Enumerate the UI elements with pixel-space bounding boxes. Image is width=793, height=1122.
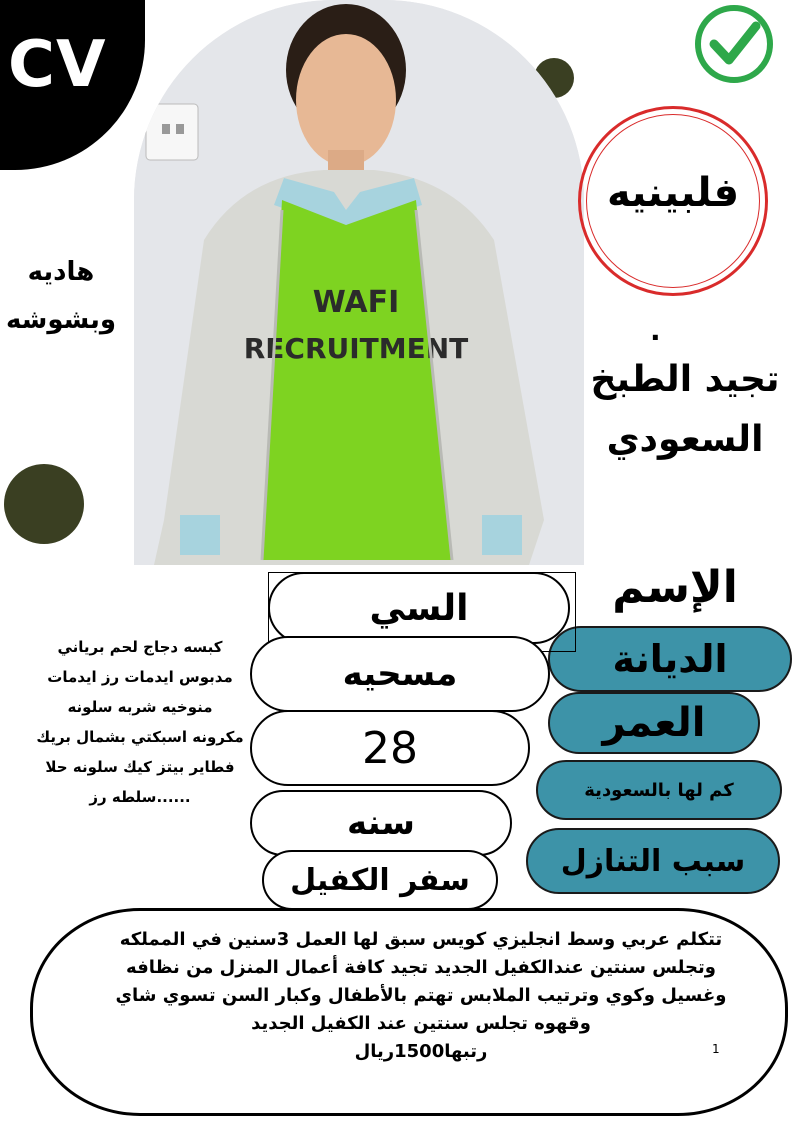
value-age: 28 [250, 710, 530, 786]
description-line: وغسيل وكوي وترتيب الملابس تهتم بالأطفال وكبار السن تسوي شاي [115, 985, 727, 1006]
food-item: مدبوس ايدمات رز ايدمات [47, 668, 233, 686]
skill-line: السعودي [606, 419, 764, 460]
label-name: الإسم [612, 562, 738, 613]
page-number: 1 [712, 1042, 720, 1056]
label-reason-for-transfer: سبب التنازل [526, 828, 780, 894]
description-line: تتكلم عربي وسط انجليزي كويس سبق لها العمل 3سنين في المملكه [119, 929, 723, 950]
food-list [20, 632, 260, 812]
personality-line: وبشوشه [5, 305, 117, 335]
shirt-text-line-2: RECRUITMENT [243, 332, 469, 365]
nationality: فلبينيه [606, 170, 740, 216]
decorative-dot-large [4, 464, 84, 544]
label-years-in-saudi: كم لها بالسعودية [536, 760, 782, 820]
description-line: وقهوه تجلس سنتين عند الكفيل الجديد [251, 1013, 591, 1034]
label-religion: الديانة [548, 626, 792, 692]
cv-label: CV [8, 28, 107, 102]
description-line: وتجلس سنتين عندالكفيل الجديد تجيد كافة أعمال المنزل من نظافه [126, 957, 716, 978]
description-line: رتبها1500ريال [354, 1041, 488, 1062]
description-text [96, 926, 746, 1066]
separator-dot: . [650, 314, 661, 347]
food-item: فطاير بيتز كيك سلونه حلا [45, 758, 235, 776]
food-item: كبسه دجاج لحم برياني [57, 638, 223, 656]
food-item: مكرونه اسبكتي بشمال بريك [36, 728, 244, 746]
shirt-text-line-1: WAFI [312, 285, 400, 320]
label-age: العمر [548, 692, 760, 754]
personality-text [2, 248, 120, 344]
checkmark-icon [694, 4, 774, 84]
personality-line: هاديه [27, 257, 95, 287]
food-item: منوخيه شربه سلونه [67, 698, 213, 716]
value-years-in-saudi: سنه [250, 790, 512, 856]
value-name: السي [268, 572, 570, 644]
photo-illustration [134, 0, 584, 565]
skill-text [580, 350, 790, 470]
food-item: سلطه رز...... [89, 788, 191, 806]
value-religion: مسحيه [250, 636, 550, 712]
skill-line: تجيد الطبخ [590, 359, 780, 400]
profile-photo [134, 0, 584, 565]
value-reason-for-transfer: سفر الكفيل [262, 850, 498, 910]
